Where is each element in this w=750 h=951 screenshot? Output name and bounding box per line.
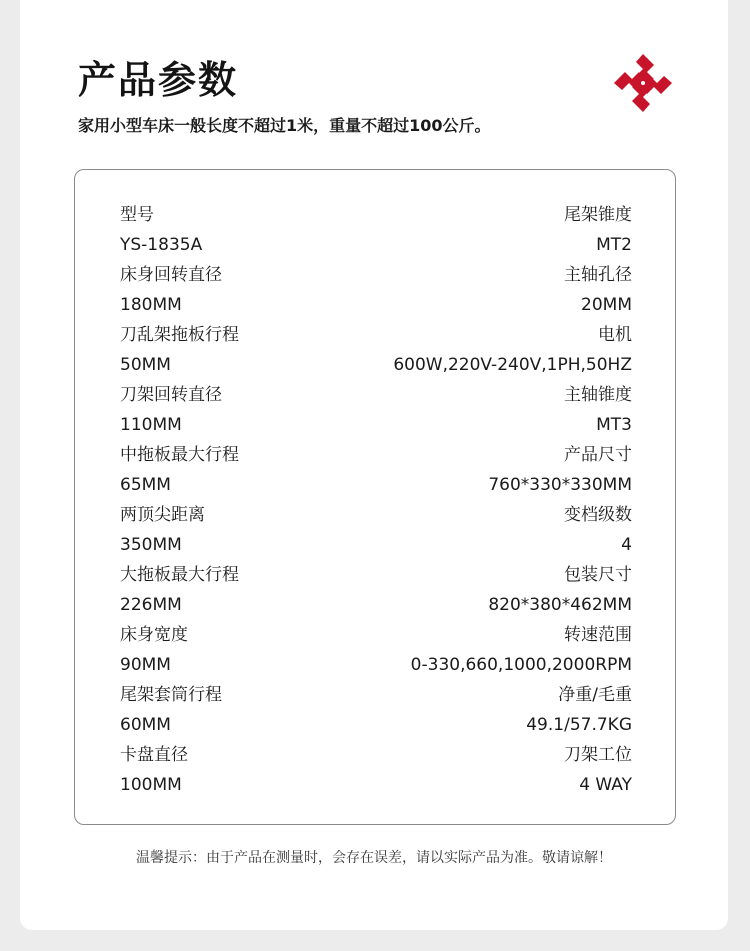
page-subtitle: 家用小型车床一般长度不超过1米，重量不超过100公斤。	[78, 116, 491, 135]
disclaimer-note: 温馨提示：由于产品在测量时，会存在误差，请以实际产品为准。敬请谅解！	[136, 850, 612, 866]
spec-label-row	[120, 560, 632, 590]
spec-value-left: 100MM	[120, 775, 182, 795]
spec-value-row	[120, 710, 632, 740]
spec-value-left: 180MM	[120, 295, 182, 315]
spec-label-left: 刀架回转直径	[120, 385, 222, 405]
spec-label-row	[120, 380, 632, 410]
spec-value-left: YS-1835A	[120, 235, 203, 255]
spec-label-right: 转速范围	[564, 625, 632, 645]
spec-value-right: 820*380*462MM	[488, 595, 632, 615]
spec-value-row	[120, 290, 632, 320]
spec-value-row	[120, 530, 632, 560]
spec-value-left: 226MM	[120, 595, 182, 615]
spec-value-left: 110MM	[120, 415, 182, 435]
spec-label-left: 尾架套筒行程	[120, 685, 222, 705]
spec-value-right: 0-330,660,1000,2000RPM	[410, 655, 632, 675]
spec-value-left: 50MM	[120, 355, 171, 375]
spec-value-right: 49.1/57.7KG	[526, 715, 632, 735]
spec-label-left: 床身宽度	[120, 625, 188, 645]
spec-value-row	[120, 650, 632, 680]
page-title: 产品参数	[78, 58, 239, 102]
spec-value-left: 65MM	[120, 475, 171, 495]
spec-value-left: 350MM	[120, 535, 182, 555]
spec-value-row	[120, 770, 632, 800]
spec-label-right: 主轴锥度	[564, 385, 632, 405]
spec-label-left: 型号	[120, 205, 154, 225]
spec-label-right: 刀架工位	[564, 745, 632, 765]
spec-label-left: 卡盘直径	[120, 745, 188, 765]
spec-label-left: 两顶尖距离	[120, 505, 205, 525]
spec-label-left: 大拖板最大行程	[120, 565, 239, 585]
spec-label-right: 尾架锥度	[564, 205, 632, 225]
spec-table	[120, 200, 632, 800]
spec-value-right: MT2	[596, 235, 632, 255]
spec-value-right: 4	[621, 535, 632, 555]
spec-value-right: 760*330*330MM	[488, 475, 632, 495]
spec-label-right: 电机	[598, 325, 632, 345]
spec-label-left: 中拖板最大行程	[120, 445, 239, 465]
spec-value-row	[120, 230, 632, 260]
product-spec-card	[20, 0, 728, 930]
spec-value-right: 4 WAY	[579, 775, 632, 795]
spec-label-right: 包装尺寸	[564, 565, 632, 585]
spec-label-right: 产品尺寸	[564, 445, 632, 465]
spec-label-row	[120, 740, 632, 770]
spec-value-left: 90MM	[120, 655, 171, 675]
spec-label-row	[120, 500, 632, 530]
spec-label-row	[120, 680, 632, 710]
spec-label-row	[120, 260, 632, 290]
spec-table-panel	[74, 169, 676, 825]
spec-value-right: MT3	[596, 415, 632, 435]
spec-value-right: 20MM	[581, 295, 632, 315]
spec-label-row	[120, 440, 632, 470]
spec-label-left: 刀乱架拖板行程	[120, 325, 239, 345]
spec-value-row	[120, 590, 632, 620]
spec-value-row	[120, 410, 632, 440]
spec-label-right: 净重/毛重	[558, 685, 632, 705]
spec-value-row	[120, 470, 632, 500]
spec-label-row	[120, 320, 632, 350]
spec-label-row	[120, 200, 632, 230]
spec-label-right: 变档级数	[564, 505, 632, 525]
spec-label-row	[120, 620, 632, 650]
red-pinwheel-logo-icon	[610, 50, 676, 116]
spec-label-right: 主轴孔径	[564, 265, 632, 285]
spec-value-right: 600W,220V-240V,1PH,50HZ	[393, 355, 632, 375]
spec-value-left: 60MM	[120, 715, 171, 735]
spec-value-row	[120, 350, 632, 380]
spec-label-left: 床身回转直径	[120, 265, 222, 285]
